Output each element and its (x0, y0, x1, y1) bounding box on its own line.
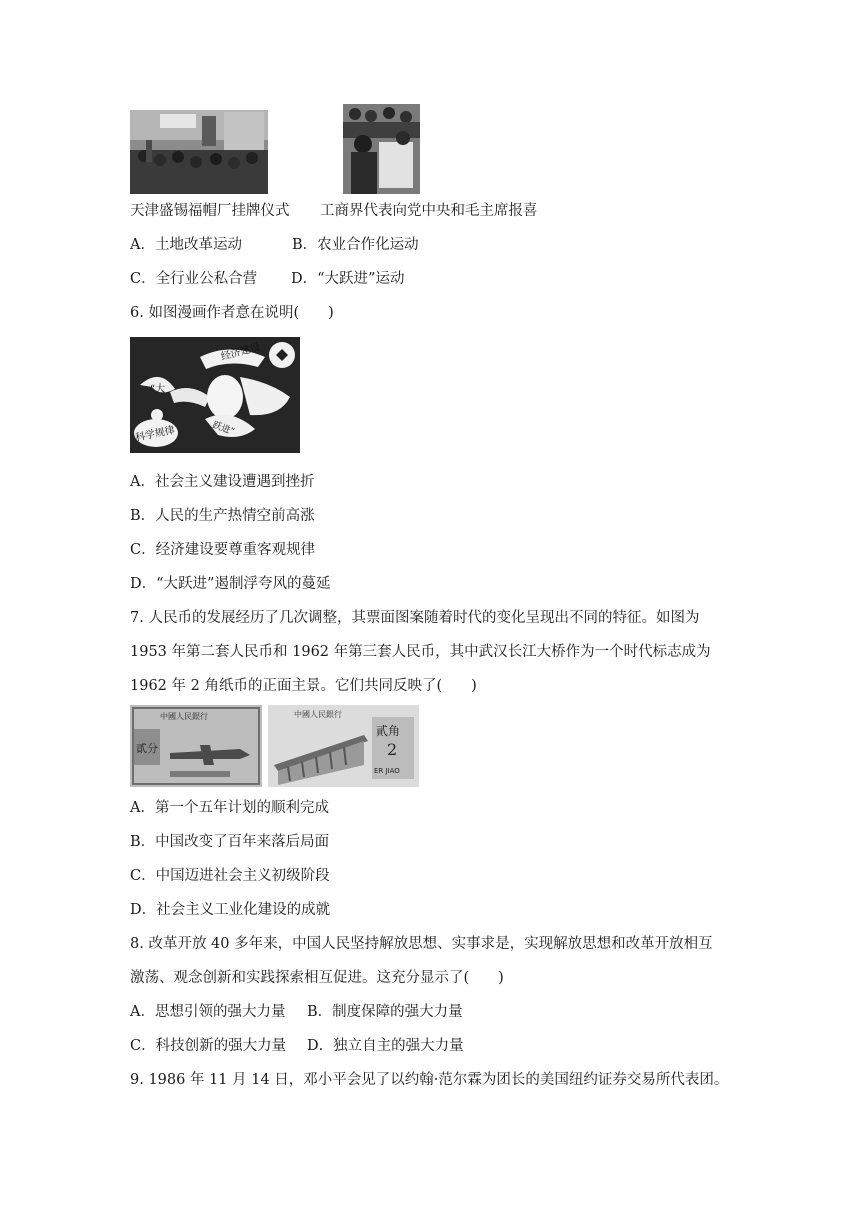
photo-hat-factory-ceremony (130, 110, 268, 194)
photo-business-representatives (343, 104, 420, 194)
q6-option-d: D．“大跃进”遏制浮夸风的蔓延 (130, 576, 331, 592)
banknote-right-pinyin: ER JIAO (374, 767, 400, 775)
q6-stem: 6. 如图漫画作者意在说明( ) (130, 305, 334, 321)
q6-option-a: A．社会主义建设遭遇到挫折 (130, 474, 315, 490)
banknote-left-bank-name: 中國人民銀行 (160, 712, 208, 721)
q8-option-c: C．科技创新的强大力量 (130, 1038, 287, 1054)
banknote-right-digit: 2 (387, 740, 398, 759)
q8-option-a: A．思想引领的强大力量 (130, 1004, 286, 1020)
q8-option-d: D．独立自主的强大力量 (307, 1038, 464, 1054)
q5-option-b: B．农业合作化运动 (292, 237, 419, 253)
photo-caption-right: 工商界代表向党中央和毛主席报喜 (320, 203, 538, 219)
cartoon-label-da: “大 (150, 384, 166, 395)
cartoon-label-economy: 经济建设 (219, 341, 262, 363)
banknote-left-value: 貳分 (136, 742, 158, 755)
q8-stem-line-2: 激荡、观念创新和实践探索相互促进。这充分显示了( ) (130, 970, 504, 986)
q8-option-b: B．制度保障的强大力量 (307, 1004, 463, 1020)
cartoon-great-leap (130, 337, 300, 453)
q6-option-b: B．人民的生产热情空前高涨 (130, 508, 315, 524)
cartoon-label-yuejin: 跃进” (210, 420, 236, 438)
banknote-right-value: 貳角 (376, 724, 401, 738)
banknote-right-bank-name: 中國人民銀行 (294, 710, 342, 719)
q7-stem-line-3: 1962 年 2 角纸币的正面主景。它们共同反映了( ) (130, 678, 477, 694)
q5-option-d: D．“大跃进”运动 (291, 271, 405, 287)
q7-option-b: B．中国改变了百年来落后局面 (130, 834, 330, 850)
q5-option-a: A．土地改革运动 (130, 237, 242, 253)
banknote-2-jiao-1962 (268, 705, 419, 787)
q7-option-a: A．第一个五年计划的顺利完成 (130, 800, 329, 816)
cartoon-label-science: 科学规律 (134, 424, 176, 444)
q6-option-c: C．经济建设要尊重客观规律 (130, 542, 316, 558)
q5-option-c: C．全行业公私合营 (130, 271, 258, 287)
q7-stem-line-2: 1953 年第二套人民币和 1962 年第三套人民币，其中武汉长江大桥作为一个时代标志成为 (130, 644, 711, 660)
q8-stem-line-1: 8. 改革开放 40 多年来，中国人民坚持解放思想、实事求是，实现解放思想和改革开放相互 (130, 936, 713, 952)
q7-stem-line-1: 7. 人民币的发展经历了几次调整，其票面图案随着时代的变化呈现出不同的特征。如图为 (130, 610, 700, 626)
q7-option-d: D．社会主义工业化建设的成就 (130, 902, 331, 918)
q7-option-c: C．中国迈进社会主义初级阶段 (130, 868, 330, 884)
banknote-2-fen-1953 (130, 705, 262, 787)
q9-stem: 9. 1986 年 11 月 14 日，邓小平会见了以约翰·范尔霖为团长的美国纽约证券交易所代表团。 (130, 1072, 729, 1088)
photo-caption-left: 天津盛锡福帽厂挂牌仪式 (130, 203, 290, 219)
